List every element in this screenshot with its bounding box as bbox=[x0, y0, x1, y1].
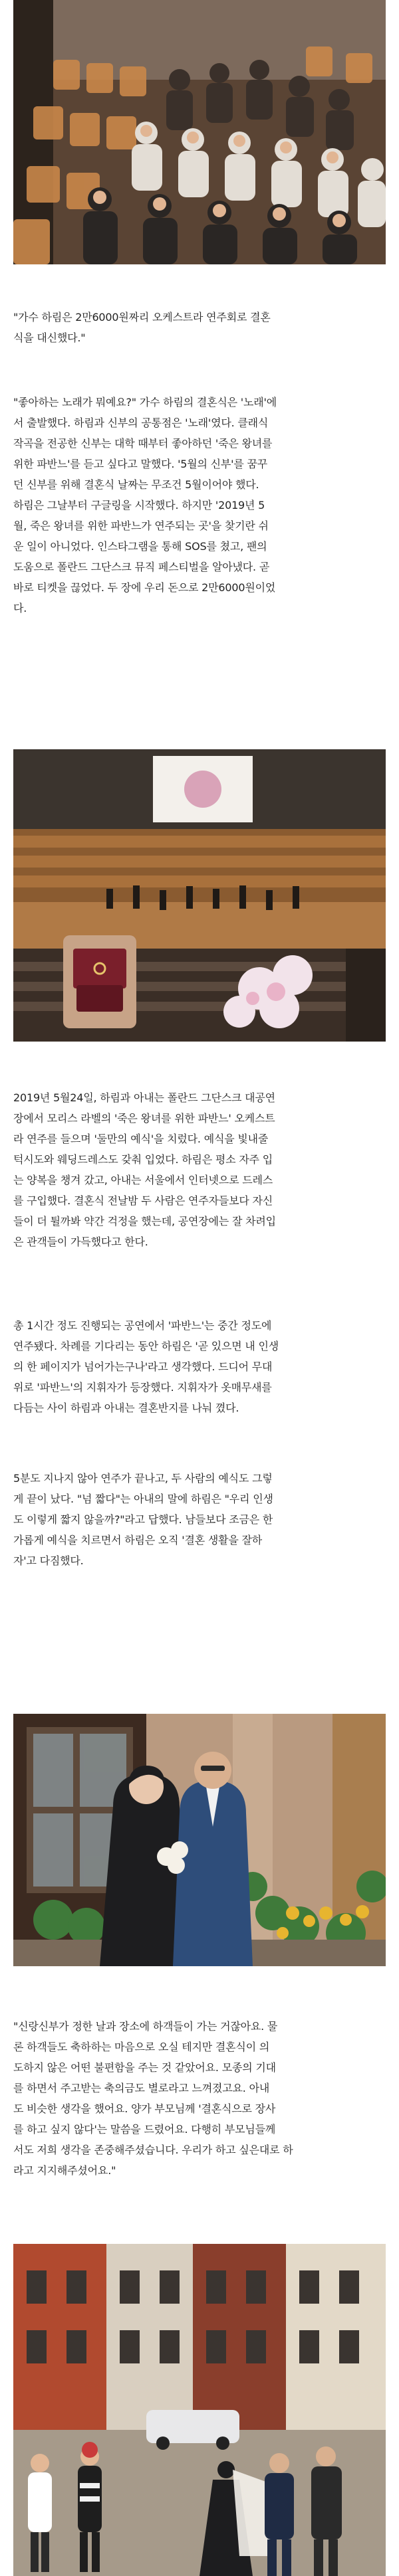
text-line: 를 하고 싶지 않다'는 말씀을 드렸어요. 다행히 부모님들께 bbox=[13, 2123, 276, 2136]
text-line: 서도 저희 생각을 존중해주셨습니다. 우리가 하고 싶은대로 하 bbox=[13, 2144, 293, 2156]
text-line: 자'고 다짐했다. bbox=[13, 1554, 84, 1567]
text-line: 게 끝이 났다. "넘 짧다"는 아내의 말에 하림은 "우리 인생 bbox=[13, 1493, 273, 1505]
text-line: 월, 죽은 왕녀를 위한 파반느가 연주되는 곳'을 찾기란 쉬 bbox=[13, 519, 269, 532]
headline-quote bbox=[13, 307, 386, 348]
audience-photo-illustration bbox=[13, 0, 386, 264]
street-photo bbox=[13, 2244, 386, 2576]
story-paragraph-1 bbox=[13, 392, 386, 618]
text-line: 식을 대신했다." bbox=[13, 331, 86, 344]
text-line: "가수 하림은 2만6000원짜리 오케스트라 연주회로 결혼 bbox=[13, 311, 271, 323]
text-line: 의 한 페이지가 넘어가는구나'라고 생각했다. 드디어 무대 bbox=[13, 1360, 273, 1373]
text-line: 를 구입했다. 결혼식 전날밤 두 사람은 연주자들보다 자신 bbox=[13, 1194, 273, 1207]
text-line: 던 신부를 위해 결혼식 날짜는 무조건 5월이어야 했다. bbox=[13, 478, 259, 491]
concert-hall-illustration bbox=[13, 749, 386, 1042]
text-line: "신랑신부가 정한 날과 장소에 하객들이 가는 거잖아요. 물 bbox=[13, 2020, 278, 2033]
text-line: 도하지 않은 어떤 불편함을 주는 것 같았어요. 모종의 기대 bbox=[13, 2061, 276, 2074]
text-line: 5분도 지나지 않아 연주가 끝나고, 두 사람의 예식도 그렇 bbox=[13, 1472, 273, 1485]
text-line: 위한 파반느'를 듣고 싶다고 말했다. '5월의 신부'를 꿈꾸 bbox=[13, 458, 268, 470]
text-line: 다듬는 사이 하림과 아내는 결혼반지를 나눠 꼈다. bbox=[13, 1402, 239, 1414]
text-line: 작곡을 전공한 신부는 대학 때부터 좋아하던 '죽은 왕녀를 bbox=[13, 437, 273, 450]
text-line: 은 관객들이 가득했다고 한다. bbox=[13, 1236, 148, 1248]
text-line: 다. bbox=[13, 602, 27, 614]
text-line: 바로 티켓을 끊었다. 두 장에 우리 돈으로 2만6000원이었 bbox=[13, 581, 276, 594]
couple-photo-illustration bbox=[13, 1714, 386, 1966]
audience-photo bbox=[13, 0, 386, 264]
story-paragraph-2 bbox=[13, 1087, 386, 1252]
text-line: 를 하면서 주고받는 축의금도 별로라고 느껴졌고요. 아내 bbox=[13, 2082, 270, 2094]
text-line: 도 이렇게 짧지 않을까?"라고 답했다. 남들보다 조금은 한 bbox=[13, 1513, 273, 1526]
text-line: 총 1시간 정도 진행되는 공연에서 '파반느'는 중간 정도에 bbox=[13, 1319, 272, 1332]
text-line: "좋아하는 노래가 뭐예요?" 가수 하림의 결혼식은 '노래'에 bbox=[13, 396, 277, 409]
text-line: 하림은 그날부터 구글링을 시작했다. 하지만 '2019년 5 bbox=[13, 499, 265, 511]
text-line: 턱시도와 웨딩드레스도 갖춰 입었다. 하림은 평소 자주 입 bbox=[13, 1153, 273, 1166]
text-line: 2019년 5월24일, 하림과 아내는 폴란드 그단스크 대공연 bbox=[13, 1091, 275, 1104]
couple-photo bbox=[13, 1714, 386, 1966]
text-line: 장에서 모리스 라벨의 '죽은 왕녀를 위한 파반느' 오케스트 bbox=[13, 1112, 275, 1125]
text-line: 가롭게 예식을 치르면서 하림은 오직 '결혼 생활을 잘하 bbox=[13, 1534, 263, 1546]
story-paragraph-5 bbox=[13, 2016, 386, 2181]
text-line: 도움으로 폴란드 그단스크 뮤직 페스티벌을 알아냈다. 곧 bbox=[13, 561, 270, 573]
text-line: 서 출발했다. 하림과 신부의 공통점은 '노래'였다. 클래식 bbox=[13, 416, 269, 429]
text-line: 라 연주를 들으며 '둘만의 예식'을 치렀다. 예식을 빛내줄 bbox=[13, 1133, 269, 1145]
text-line: 론 하객들도 축하하는 마음으로 오실 테지만 결혼식이 의 bbox=[13, 2041, 270, 2053]
text-line: 연주됐다. 차례를 기다리는 동안 하림은 '곧 있으면 내 인생 bbox=[13, 1340, 279, 1352]
text-line: 들이 더 튈까봐 약간 걱정을 했는데, 공연장에는 잘 차려입 bbox=[13, 1215, 276, 1228]
text-line: 도 비슷한 생각을 했어요. 양가 부모님께 '결혼식으로 장사 bbox=[13, 2102, 276, 2115]
concert-hall-photo bbox=[13, 749, 386, 1042]
text-line: 라고 지지해주셨어요." bbox=[13, 2164, 116, 2177]
text-line: 는 양복을 챙겨 갔고, 아내는 서울에서 인터넷으로 드레스 bbox=[13, 1174, 273, 1186]
text-line: 위로 '파반느'의 지휘자가 등장했다. 지휘자가 옷매무새를 bbox=[13, 1381, 272, 1394]
story-paragraph-4 bbox=[13, 1468, 386, 1571]
story-paragraph-3 bbox=[13, 1315, 386, 1418]
text-line: 운 일이 아니었다. 인스타그램을 통해 SOS를 쳤고, 팬의 bbox=[13, 540, 267, 553]
street-photo-illustration bbox=[13, 2244, 386, 2576]
